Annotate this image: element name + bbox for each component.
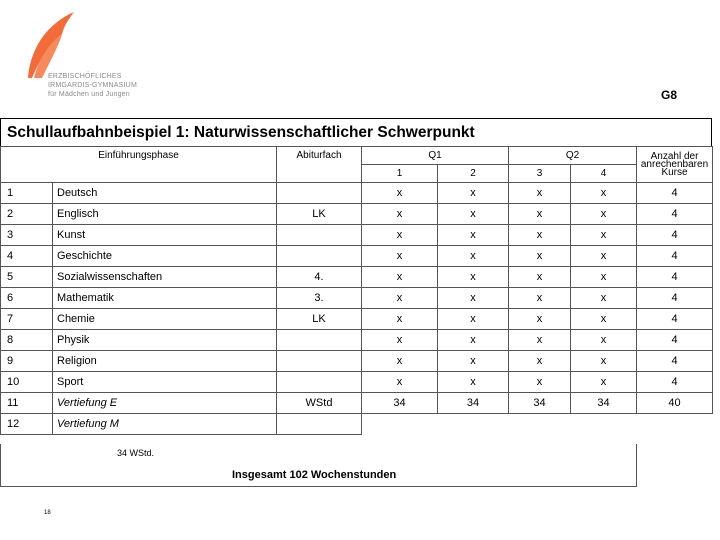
course-cell: x [438, 267, 509, 288]
table-row [1, 309, 713, 330]
total-hours: Insgesamt 102 Wochenstunden [232, 469, 397, 481]
anzahl-cell: 4 [637, 246, 713, 267]
subject-name: Mathematik [53, 288, 277, 309]
abiturfach-cell [277, 351, 362, 372]
course-cell: x [362, 183, 438, 204]
header-q2: Q2 [509, 147, 637, 165]
course-cell: x [362, 288, 438, 309]
subheader-1: 1 [362, 165, 438, 183]
anzahl-cell: 4 [637, 225, 713, 246]
anzahl-cell: 4 [637, 288, 713, 309]
subject-name: Englisch [53, 204, 277, 225]
subject-name: Deutsch [53, 183, 277, 204]
row-number: 9 [1, 351, 53, 372]
abiturfach-cell [277, 414, 362, 435]
row-number: 6 [1, 288, 53, 309]
subject-name: Vertiefung E [53, 393, 277, 414]
anzahl-cell: 4 [637, 330, 713, 351]
course-table [0, 146, 713, 435]
course-cell: x [571, 246, 637, 267]
course-cell: x [362, 225, 438, 246]
course-cell: x [509, 225, 571, 246]
course-cell: x [509, 183, 571, 204]
row-number: 12 [1, 414, 53, 435]
course-cell: x [509, 288, 571, 309]
course-cell: x [438, 330, 509, 351]
course-cell: 34 [571, 393, 637, 414]
course-cell: x [509, 309, 571, 330]
subject-name: Sozialwissenschaften [53, 267, 277, 288]
table-row [1, 288, 713, 309]
row-number: 1 [1, 183, 53, 204]
subheader-3: 3 [509, 165, 571, 183]
anzahl-cell: 40 [637, 393, 713, 414]
row-number: 10 [1, 372, 53, 393]
table-row [1, 204, 713, 225]
course-cell: x [509, 204, 571, 225]
subject-name: Physik [53, 330, 277, 351]
abiturfach-cell: LK [277, 204, 362, 225]
course-cell: x [362, 351, 438, 372]
abiturfach-cell [277, 246, 362, 267]
course-cell: x [571, 225, 637, 246]
abiturfach-cell: 4. [277, 267, 362, 288]
row-number: 5 [1, 267, 53, 288]
course-cell: x [438, 372, 509, 393]
table-row [1, 225, 713, 246]
school-name-line1: ERZBISCHÖFLICHES [48, 73, 122, 80]
course-cell: x [362, 204, 438, 225]
header-einfuehrungsphase: Einführungsphase [1, 147, 277, 183]
header-q1: Q1 [362, 147, 509, 165]
course-cell: x [438, 351, 509, 372]
anzahl-cell: 4 [637, 351, 713, 372]
course-cell: x [571, 309, 637, 330]
table-row [1, 267, 713, 288]
row-number: 11 [1, 393, 53, 414]
course-cell: x [509, 246, 571, 267]
school-name [48, 72, 137, 99]
course-cell: x [362, 330, 438, 351]
course-cell: x [571, 183, 637, 204]
course-cell: x [571, 288, 637, 309]
subject-name: Chemie [53, 309, 277, 330]
subject-name: Vertiefung M [53, 414, 277, 435]
row-number: 4 [1, 246, 53, 267]
subject-name: Geschichte [53, 246, 277, 267]
course-cell: x [509, 267, 571, 288]
anzahl-cell: 4 [637, 183, 713, 204]
course-cell: x [438, 246, 509, 267]
abiturfach-cell: LK [277, 309, 362, 330]
course-cell: x [509, 372, 571, 393]
anzahl-cell: 4 [637, 372, 713, 393]
header-abiturfach: Abiturfach [277, 147, 362, 183]
course-cell: x [438, 309, 509, 330]
school-name-line3: für Mädchen und Jungen [48, 91, 130, 98]
table-row [1, 330, 713, 351]
course-cell: x [362, 246, 438, 267]
subheader-4: 4 [571, 165, 637, 183]
title-box [0, 118, 712, 146]
anzahl-cell: 4 [637, 309, 713, 330]
course-cell: x [571, 267, 637, 288]
page-number: 18 [44, 510, 51, 516]
subject-name: Sport [53, 372, 277, 393]
course-cell: x [362, 267, 438, 288]
course-cell: x [438, 288, 509, 309]
summary-box [0, 444, 637, 487]
table-row [1, 393, 713, 414]
header-anzahl: Anzahl der anrechenbaren Kurse [637, 147, 713, 183]
empty-span [362, 414, 713, 435]
anzahl-cell: 4 [637, 204, 713, 225]
course-cell: 34 [362, 393, 438, 414]
row-number: 7 [1, 309, 53, 330]
abiturfach-cell: WStd [277, 393, 362, 414]
abiturfach-cell [277, 183, 362, 204]
table-row [1, 246, 713, 267]
course-cell: x [571, 351, 637, 372]
table-row [1, 414, 713, 435]
course-cell: x [362, 309, 438, 330]
row-number: 2 [1, 204, 53, 225]
subject-name: Religion [53, 351, 277, 372]
subheader-2: 2 [438, 165, 509, 183]
course-cell: x [438, 225, 509, 246]
page-title: Schullaufbahnbeispiel 1: Naturwissenschaftlicher Schwerpunkt [7, 124, 475, 141]
course-cell: x [438, 183, 509, 204]
course-cell: x [509, 351, 571, 372]
vertiefung-note: 34 WStd. [117, 448, 155, 458]
header-row [1, 147, 713, 165]
course-cell: x [362, 372, 438, 393]
course-cell: x [571, 372, 637, 393]
grade-badge: G8 [661, 88, 678, 102]
subject-name: Kunst [53, 225, 277, 246]
course-cell: x [509, 330, 571, 351]
course-cell: 34 [438, 393, 509, 414]
course-cell: x [571, 330, 637, 351]
abiturfach-cell [277, 372, 362, 393]
table-row [1, 183, 713, 204]
abiturfach-cell: 3. [277, 288, 362, 309]
abiturfach-cell [277, 330, 362, 351]
row-number: 8 [1, 330, 53, 351]
course-cell: x [571, 204, 637, 225]
table-row [1, 351, 713, 372]
anzahl-cell: 4 [637, 267, 713, 288]
table-row [1, 372, 713, 393]
row-number: 3 [1, 225, 53, 246]
school-name-line2: IRMGARDIS-GYMNASIUM [48, 82, 137, 89]
abiturfach-cell [277, 225, 362, 246]
course-cell: 34 [509, 393, 571, 414]
course-cell: x [438, 204, 509, 225]
